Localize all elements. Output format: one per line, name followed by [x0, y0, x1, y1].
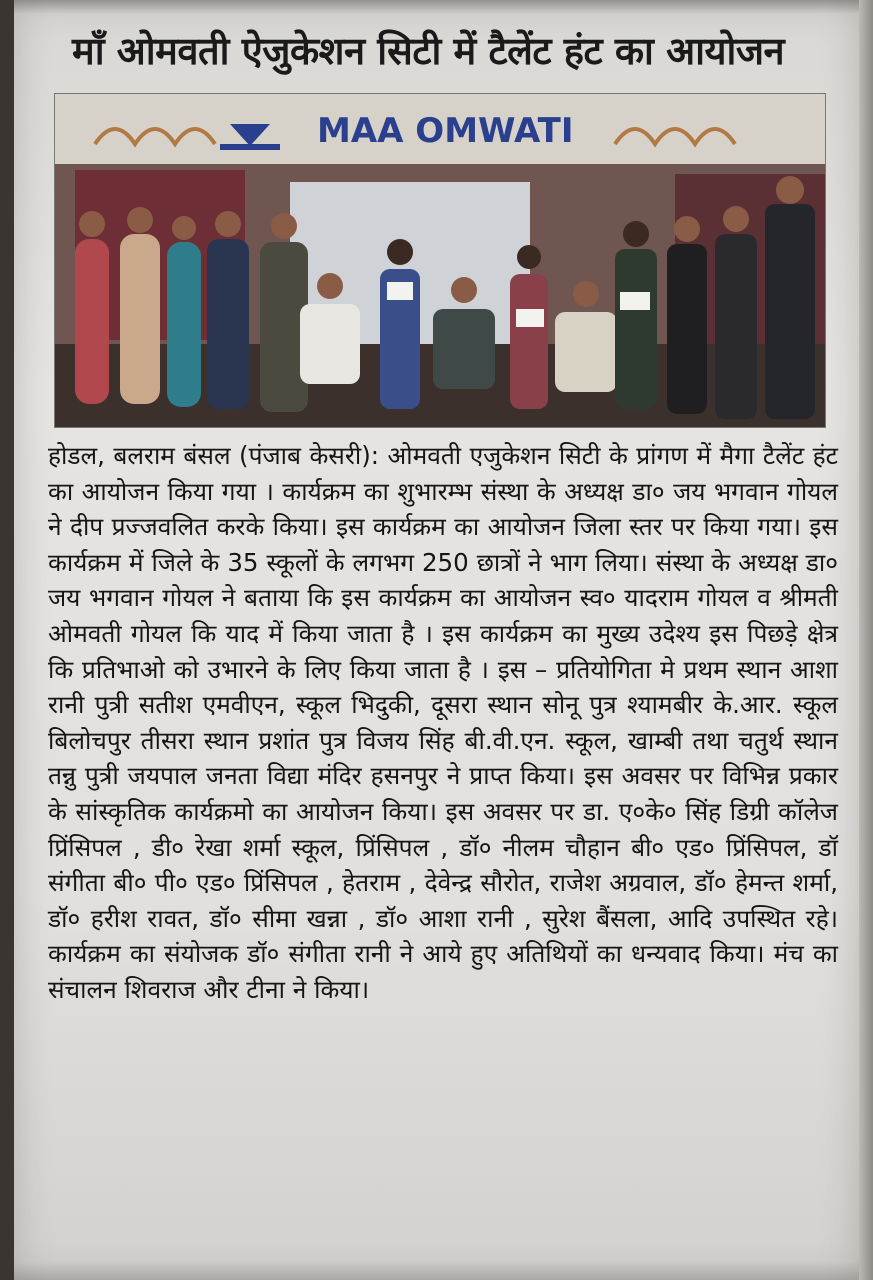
headline: माँ ओमवती ऐजुकेशन सिटी में टैलेंट हंट का आयोजन	[72, 29, 785, 73]
article-body	[48, 438, 838, 1008]
bottom-shadow	[14, 1262, 859, 1280]
person	[167, 242, 201, 407]
top-shadow	[14, 0, 859, 14]
banner-text: MAA OMWATI	[317, 111, 574, 151]
person	[765, 204, 815, 419]
person	[615, 249, 657, 409]
event-photo	[54, 93, 826, 428]
seated-person	[433, 309, 495, 389]
photo-illustration	[55, 94, 825, 427]
person	[207, 239, 249, 409]
person	[75, 239, 109, 404]
newspaper-clipping	[14, 0, 859, 1280]
page-edge	[859, 0, 873, 1280]
seated-person	[300, 304, 360, 384]
person	[120, 234, 160, 404]
certificate	[516, 309, 544, 327]
seated-person	[555, 312, 617, 392]
person	[510, 274, 548, 409]
person	[667, 244, 707, 414]
certificate	[620, 292, 650, 310]
logo-underline	[220, 144, 280, 150]
certificate	[387, 282, 413, 300]
person	[715, 234, 757, 419]
article-paragraph: होडल, बलराम बंसल (पंजाब केसरी): ओमवती एजुकेशन सिटी के प्रांगण में मैगा टैलेंट हंट का आयोजन किया गया । कार्यक्रम का शुभारम्भ संस्था के अध्यक्ष डा० जय भगवान गोयल ने दीप प्रज्जवलित करके किया। इस कार्यक्रम का आयोजन जिला स्तर पर किया गया। इस कार्यक्रम में जिले के 35 स्कूलों के लगभग 250 छात्रों ने भाग लिया। संस्था के अध्यक्ष डा० जय भगवान गोयल ने बताया कि इस कार्यक्रम का आयोजन स्व० यादराम गोयल व श्रीमती ओमवती गोयल कि याद में किया जाता है । इस कार्यक्रम का मुख्य उदेश्य इस पिछड़े क्षेत्र कि प्रतिभाओ को उभारने के लिए किया जाता है । इस – प्रतियोगिता मे प्रथम स्थान आशा रानी पुत्री सतीश एमवीएन, स्कूल भिदुकी, दूसरा स्थान सोनू पुत्र श्यामबीर के.आर. स्कूल बिलोचपुर तीसरा स्थान प्रशांत पुत्र विजय सिंह बी.वी.एन. स्कूल, खाम्बी तथा चतुर्थ स्थान तन्नु पुत्री जयपाल जनता विद्या मंदिर हसनपुर ने प्राप्त किया। इस अवसर पर विभिन्न प्रकार के सांस्कृतिक कार्यक्रमो का आयोजन किया। इस अवसर पर डा. ए०के० सिंह डिग्री कॉलेज प्रिंसिपल , डी० रेखा शर्मा स्कूल, प्रिंसिपल , डॉ० नीलम चौहान बी० एड० प्रिंसिपल, डॉ संगीता बी० पी० एड० प्रिंसिपल , हेतराम , देवेन्द्र सौरोत, राजेश अग्रवाल, डॉ० हेमन्त शर्मा, डॉ० हरीश रावत, डॉ० सीमा खन्ना , डॉ० आशा रानी , सुरेश बैंसला, आदि उपस्थित रहे। कार्यक्रम का संयोजक डॉ० संगीता रानी ने आये हुए अतिथियों का धन्यवाद किया। मंच का संचालन शिवराज और टीना ने किया।	[48, 441, 838, 1004]
